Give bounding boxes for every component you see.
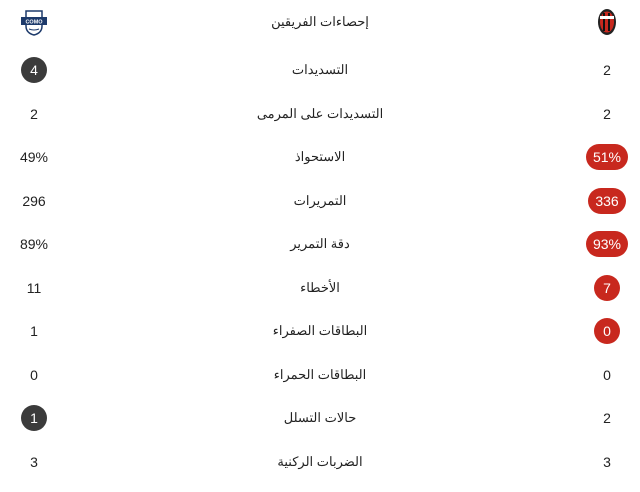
away-stat-value: 2 [30,105,38,122]
away-stat-value: 1 [21,405,47,431]
away-stat-cell [4,268,64,308]
stat-row [0,268,640,308]
home-stat-value: 2 [603,62,611,78]
home-stat-value: 2 [603,105,611,122]
home-stat-cell [577,398,637,438]
away-stat-cell [4,442,64,482]
away-stat-value: 89% [19,236,49,252]
stat-label: الضربات الركنية [277,453,363,469]
home-team-logo [577,2,637,42]
stat-label: البطاقات الحمراء [273,366,367,382]
away-stat-cell [4,94,64,134]
stat-row [0,224,640,264]
away-stat-cell [4,311,64,351]
stat-row [0,50,640,90]
stat-row [0,311,640,351]
home-stat-value: 7 [594,275,620,301]
away-team-logo [4,2,64,42]
away-stat-cell [4,224,64,264]
ac-milan-crest-icon [597,8,617,36]
away-stat-cell [4,50,64,90]
svg-text:COMO: COMO [25,19,43,26]
stat-label: التسديدات على المرمى [256,105,384,121]
home-stat-cell [577,137,637,177]
away-stat-cell [4,355,64,395]
home-stat-value: 0 [594,318,620,344]
stat-row [0,398,640,438]
home-stat-cell [577,224,637,264]
away-stat-value: 0 [30,366,38,383]
away-stat-cell [4,398,64,438]
away-stat-value: 1 [30,323,38,339]
home-stat-value: 2 [603,410,611,426]
stat-label: التمريرات [293,192,347,208]
away-stat-value: 296 [22,192,46,209]
home-stat-cell [577,94,637,134]
home-stat-value: 3 [603,453,611,470]
home-stat-cell [577,50,637,90]
stat-label: الأخطاء [300,279,340,295]
away-stat-value: 49% [19,149,49,165]
home-stat-value: 93% [586,231,628,257]
away-stat-value: 3 [30,453,38,470]
page-title: إحصاءات الفريقين [271,14,369,29]
stat-label: البطاقات الصفراء [272,323,368,338]
away-stat-value: 4 [21,57,47,83]
stat-label: الاستحواذ [294,149,346,164]
home-stat-cell [577,442,637,482]
away-stat-value: 11 [26,279,42,296]
home-stat-cell [577,181,637,221]
stat-label: التسديدات [291,62,349,77]
stat-label: حالات التسلل [283,410,357,425]
stat-row [0,181,640,221]
header-row [0,2,640,42]
stat-label: دقة التمرير [290,236,350,251]
stat-row [0,355,640,395]
stat-row [0,94,640,134]
home-stat-value: 336 [588,188,625,214]
home-stat-value: 0 [603,366,611,383]
home-stat-value: 51% [586,144,628,170]
home-stat-cell [577,355,637,395]
away-stat-cell [4,137,64,177]
stat-row [0,137,640,177]
stat-row [0,442,640,482]
como-crest-icon [21,8,47,36]
home-stat-cell [577,311,637,351]
home-stat-cell [577,268,637,308]
away-stat-cell [4,181,64,221]
